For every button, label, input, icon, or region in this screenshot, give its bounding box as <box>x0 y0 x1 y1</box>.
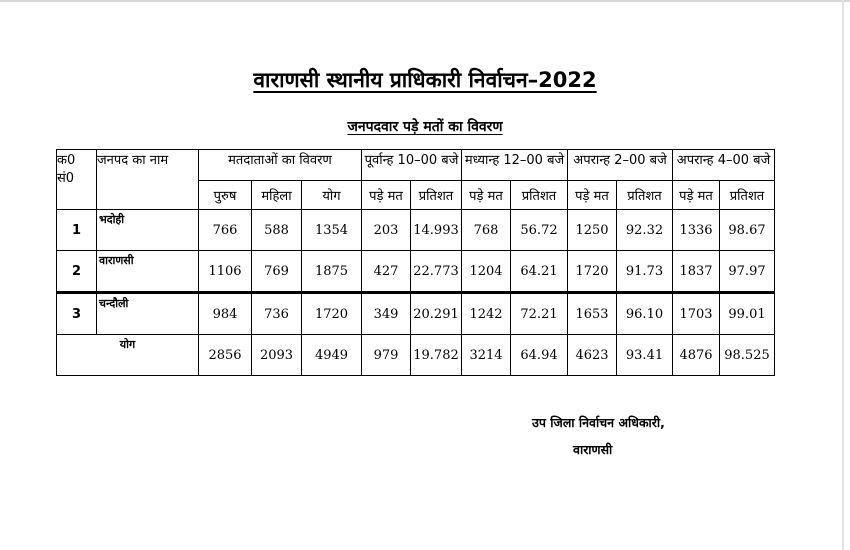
total-percent-4pm: 98.525 <box>720 335 775 376</box>
table-row <box>57 251 775 293</box>
cell-serial: 1 <box>57 210 97 251</box>
total-votes-2pm: 4623 <box>568 335 617 376</box>
subheader-female: महिला <box>252 181 302 210</box>
header-voters: मतदाताओं का विवरण <box>199 150 362 181</box>
subheader-votes-2pm: पड़े मत <box>568 181 617 210</box>
total-row <box>57 335 775 376</box>
cell-district: चन्दौली <box>97 293 199 335</box>
header-10am: पूर्वान्ह 10–00 बजे <box>362 150 462 181</box>
cell-percent-2pm: 91.73 <box>617 251 673 293</box>
cell-percent-10am: 14.993 <box>411 210 462 251</box>
total-percent-10am: 19.782 <box>411 335 462 376</box>
cell-votes-4pm: 1336 <box>673 210 720 251</box>
cell-percent-12pm: 56.72 <box>511 210 568 251</box>
cell-votes-12pm: 1204 <box>462 251 511 293</box>
cell-total: 1720 <box>302 293 362 335</box>
cell-votes-12pm: 768 <box>462 210 511 251</box>
header-serial: क0 सं0 <box>57 150 97 210</box>
header-4pm: अपरान्ह 4–00 बजे <box>673 150 775 181</box>
subheader-male: पुरुष <box>199 181 252 210</box>
cell-percent-4pm: 98.67 <box>720 210 775 251</box>
table-row <box>57 293 775 335</box>
cell-district: भदोही <box>97 210 199 251</box>
cell-serial: 3 <box>57 293 97 335</box>
signature-designation: उप जिला निर्वाचन अधिकारी, <box>532 415 665 430</box>
subheader-votes-12pm: पड़े मत <box>462 181 511 210</box>
cell-percent-12pm: 64.21 <box>511 251 568 293</box>
subheader-percent-2pm: प्रतिशत <box>617 181 673 210</box>
subheader-votes-4pm: पड़े मत <box>673 181 720 210</box>
cell-votes-4pm: 1837 <box>673 251 720 293</box>
subheader-total: योग <box>302 181 362 210</box>
total-votes-12pm: 3214 <box>462 335 511 376</box>
subheader-percent-10am: प्रतिशत <box>411 181 462 210</box>
table-row <box>57 210 775 251</box>
cell-male: 766 <box>199 210 252 251</box>
total-total: 4949 <box>302 335 362 376</box>
cell-male: 1106 <box>199 251 252 293</box>
votes-table <box>56 149 775 376</box>
cell-district: वाराणसी <box>97 251 199 293</box>
cell-percent-2pm: 96.10 <box>617 293 673 335</box>
signature-place: वाराणसी <box>573 442 613 457</box>
document-title: वाराणसी स्थानीय प्राधिकारी निर्वाचन–2022 <box>253 68 597 92</box>
cell-votes-4pm: 1703 <box>673 293 720 335</box>
header-district: जनपद का नाम <box>97 150 199 210</box>
cell-percent-12pm: 72.21 <box>511 293 568 335</box>
total-male: 2856 <box>199 335 252 376</box>
cell-male: 984 <box>199 293 252 335</box>
cell-percent-10am: 22.773 <box>411 251 462 293</box>
cell-votes-10am: 427 <box>362 251 411 293</box>
header-12pm: मध्यान्ह 12–00 बजे <box>462 150 568 181</box>
cell-percent-10am: 20.291 <box>411 293 462 335</box>
cell-votes-2pm: 1653 <box>568 293 617 335</box>
cell-votes-12pm: 1242 <box>462 293 511 335</box>
subheader-percent-4pm: प्रतिशत <box>720 181 775 210</box>
subheader-votes-10am: पड़े मत <box>362 181 411 210</box>
total-votes-10am: 979 <box>362 335 411 376</box>
cell-total: 1354 <box>302 210 362 251</box>
header-2pm: अपरान्ह 2–00 बजे <box>568 150 673 181</box>
total-percent-2pm: 93.41 <box>617 335 673 376</box>
cell-percent-4pm: 99.01 <box>720 293 775 335</box>
cell-votes-10am: 349 <box>362 293 411 335</box>
top-border <box>0 0 850 2</box>
subheader-percent-12pm: प्रतिशत <box>511 181 568 210</box>
total-female: 2093 <box>252 335 302 376</box>
cell-total: 1875 <box>302 251 362 293</box>
cell-percent-2pm: 92.32 <box>617 210 673 251</box>
cell-female: 769 <box>252 251 302 293</box>
cell-votes-2pm: 1720 <box>568 251 617 293</box>
cell-votes-2pm: 1250 <box>568 210 617 251</box>
cell-serial: 2 <box>57 251 97 293</box>
cell-votes-10am: 203 <box>362 210 411 251</box>
cell-female: 736 <box>252 293 302 335</box>
total-label: योग <box>57 335 199 376</box>
total-votes-4pm: 4876 <box>673 335 720 376</box>
cell-female: 588 <box>252 210 302 251</box>
document-subtitle: जनपदवार पड़े मतों का विवरण <box>347 119 503 135</box>
cell-percent-4pm: 97.97 <box>720 251 775 293</box>
total-percent-12pm: 64.94 <box>511 335 568 376</box>
